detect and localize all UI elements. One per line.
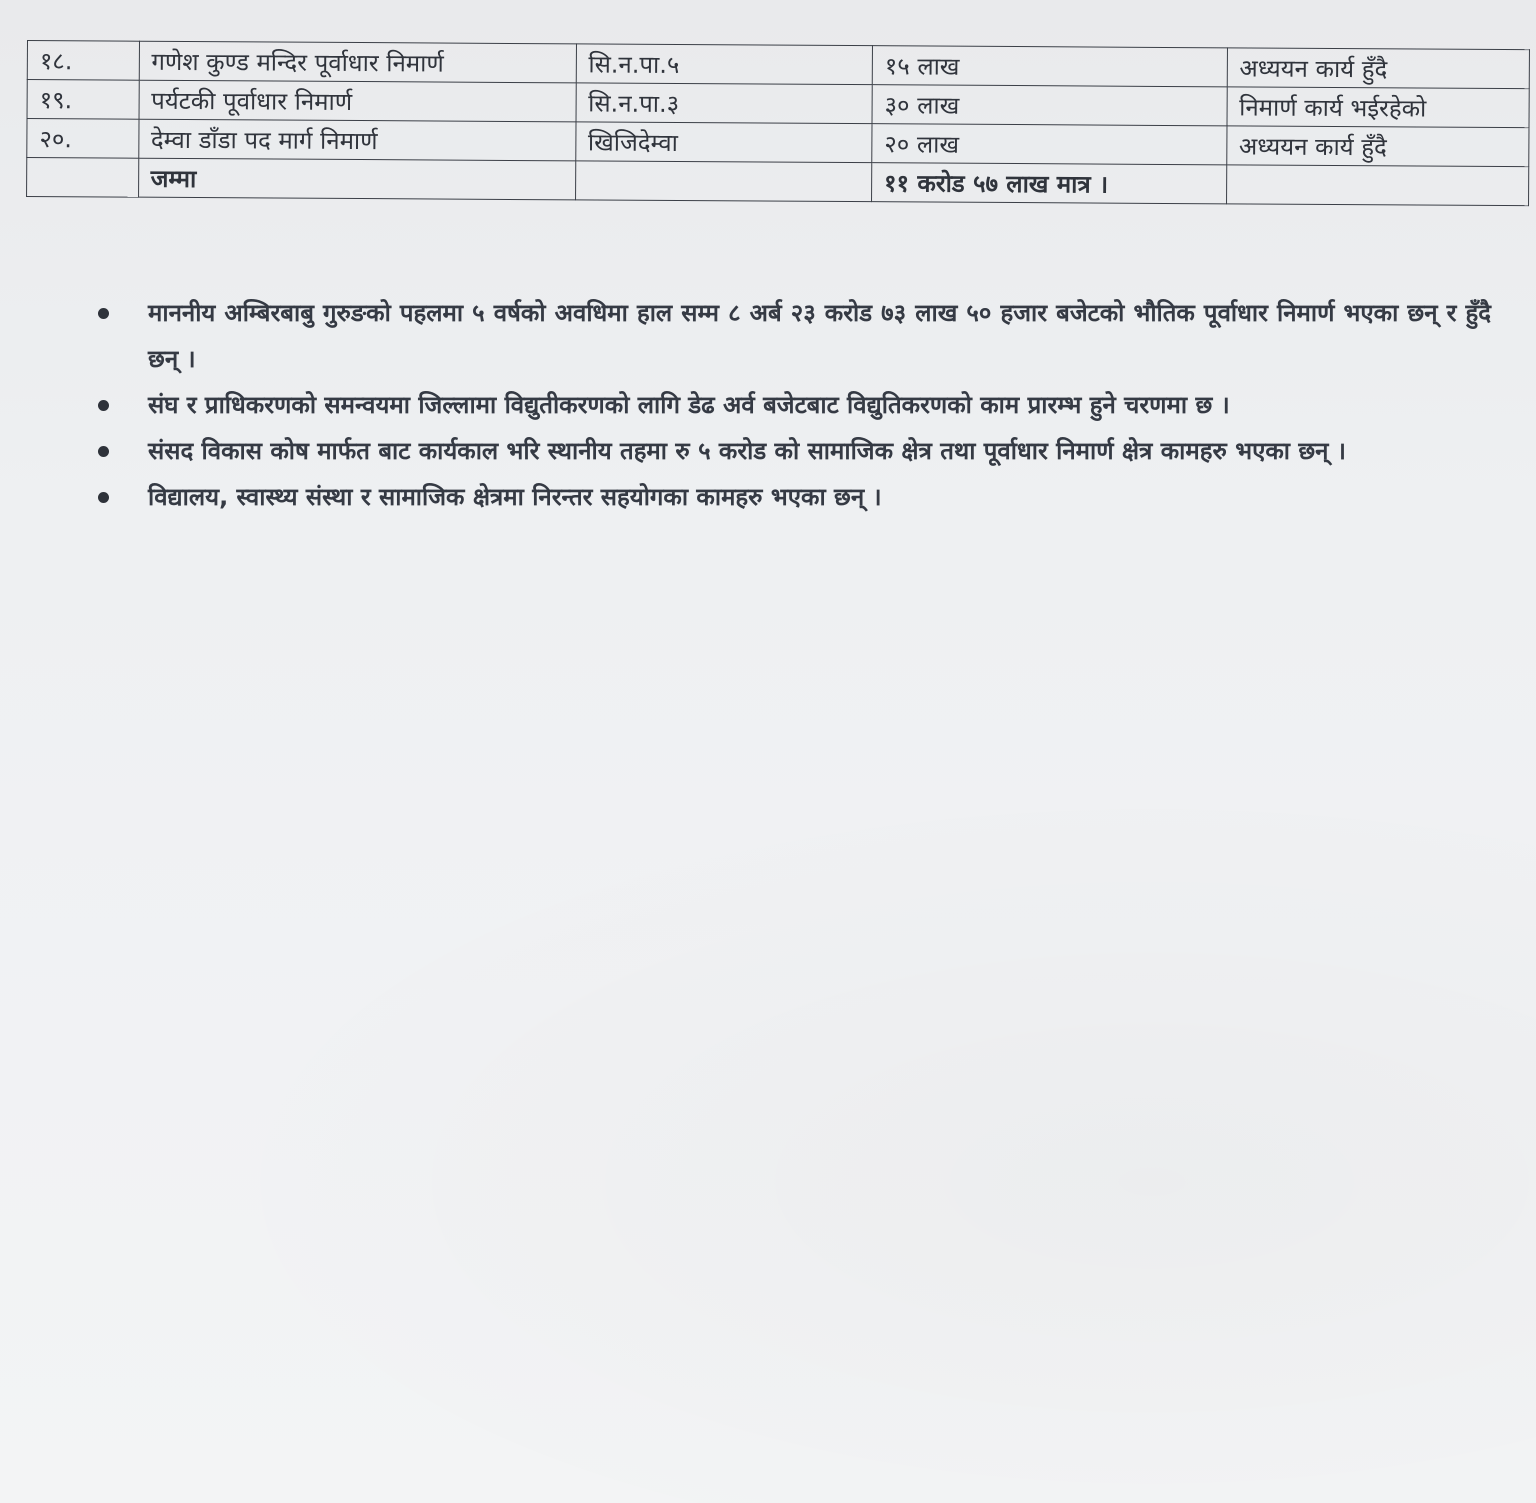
- list-item: [96, 290, 1491, 382]
- serial-number-cell: [27, 158, 139, 198]
- serial-number-cell: १८.: [27, 41, 139, 81]
- notes-list: [96, 290, 1491, 520]
- bullet-icon: [98, 400, 109, 411]
- location-cell: [575, 161, 872, 202]
- note-text: संसद विकास कोष मार्फत बाट कार्यकाल भरि स्थानीय तहमा रु ५ करोड को सामाजिक क्षेत्र तथा पूर्वाधार निमार्ण क्षेत्र कामहरु भएका छन् ।: [148, 437, 1346, 465]
- serial-number-cell: २०.: [27, 119, 139, 159]
- serial-number-cell: १९.: [27, 80, 139, 120]
- bullet-icon: [98, 446, 109, 457]
- budget-cell: ३० लाख: [872, 85, 1227, 126]
- project-name-cell: देम्वा डाँडा पद मार्ग निमार्ण: [138, 119, 575, 161]
- location-cell: सि.न.पा.५: [576, 44, 873, 85]
- bullet-icon: [98, 492, 109, 503]
- note-text: संघ र प्राधिकरणको समन्वयमा जिल्लामा विद्युतीकरणको लागि डेढ अर्व बजेटबाट विद्युतिकरणको काम प्रारम्भ हुने चरणमा छ ।: [148, 391, 1230, 419]
- note-text: माननीय अम्बिरबाबु गुरुङको पहलमा ५ वर्षको अवधिमा हाल सम्म ८ अर्ब २३ करोड ७३ लाख ५० हजार बजेटको भौतिक पूर्वाधार निमार्ण भएका छन् र हुँदै छन् ।: [148, 299, 1491, 373]
- status-cell: अध्ययन कार्य हुँदै: [1226, 126, 1529, 167]
- total-row: [27, 158, 1529, 206]
- status-cell: [1226, 165, 1529, 206]
- total-budget-cell: ११ करोड ५७ लाख मात्र ।: [871, 163, 1226, 204]
- note-text: विद्यालय, स्वास्थ्य संस्था र सामाजिक क्षेत्रमा निरन्तर सहयोगका कामहरु भएका छन् ।: [148, 483, 882, 511]
- location-cell: सि.न.पा.३: [576, 83, 873, 124]
- total-label-cell: जम्मा: [138, 158, 575, 200]
- projects-table: [26, 40, 1530, 206]
- bullet-icon: [98, 308, 109, 319]
- list-item: [96, 382, 1491, 428]
- status-cell: निमार्ण कार्य भईरहेको: [1227, 87, 1530, 128]
- list-item: [96, 474, 1491, 520]
- location-cell: खिजिदेम्वा: [575, 122, 872, 163]
- budget-cell: १५ लाख: [872, 46, 1227, 87]
- status-cell: अध्ययन कार्य हुँदै: [1227, 48, 1530, 89]
- list-item: [96, 428, 1491, 474]
- project-name-cell: गणेश कुण्ड मन्दिर पूर्वाधार निमार्ण: [139, 41, 576, 83]
- project-name-cell: पर्यटकी पूर्वाधार निमार्ण: [139, 80, 576, 122]
- budget-cell: २० लाख: [872, 124, 1227, 165]
- paper-shadow: [0, 700, 1536, 1503]
